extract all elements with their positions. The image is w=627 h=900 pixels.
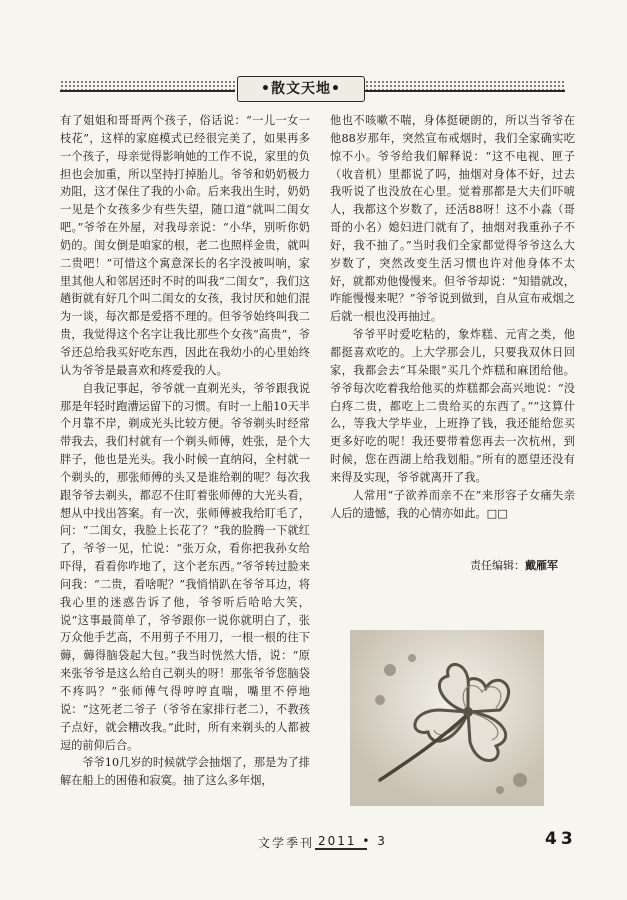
editor-credit — [470, 557, 558, 573]
editor-label: 责任编辑： — [470, 559, 525, 572]
editor-name: 戴雁军 — [525, 559, 558, 572]
section-title: •散文天地• — [237, 76, 365, 102]
paragraph: 爷爷10几岁的时候就学会抽烟了，那是为了排解在船上的困倦和寂寞。抽了这么多年烟， — [60, 756, 310, 788]
magazine-name: 文学季刊 — [258, 836, 315, 850]
paragraph: 人常用“子欲养而亲不在”来形容子女痛失亲人后的遗憾，我的心情亦如此。□□ — [330, 488, 575, 520]
header-dot-pattern-left — [60, 80, 235, 90]
header-rule-right — [365, 90, 565, 92]
right-column — [330, 112, 575, 522]
paragraph: 他也不咳嗽不喘，身体挺硬朗的，所以当爷爷在他88岁那年，突然宣布戒烟时，我们全家确实吃惊不小。爷爷给我们解释说：“这不电视、匣子（收音机）里都说了吗，抽烟对身体不好，过去我听说了也没放在心里。觉着那都是大夫们吓唬人，我都这个岁数了，还活88呀！这不小淼（哥哥的小名）媳妇进门就有了，抽烟对我重孙子不好，我不抽了。”当时我们全家都觉得爷爷这么大岁数了，突然改变生活习惯也许对他身体不太好，就都劝他慢慢来。但爷爷却说：“知错就改，咋能慢慢来呢？”爷爷说到做到，自从宣布戒烟之后就一根也没再抽过。 — [330, 114, 575, 324]
page-number: 43 — [545, 829, 577, 849]
footer-underline — [315, 848, 367, 850]
paragraph: 爷爷平时爱吃粘的，象炸糕、元宵之类，他都挺喜欢吃的。上大学那会儿，只要我双休日回家，我都会去“耳朵眼”买几个炸糕和麻团给他。爷爷每次吃着我给他买的炸糕都会高兴地说：“没白疼二贵，都吃上二贵给买的东西了。”“这算什么，等我大学毕业，上班挣了钱，我还能给您买更多好吃的呢！我还要带着您再去一次杭州，到时候，您在西湖上给我划船。”所有的愿望还没有来得及实现，爷爷就离开了我。 — [330, 328, 575, 484]
header-rule-left — [60, 90, 235, 92]
clover-heart-illustration — [350, 630, 544, 806]
paragraph: 有了姐姐和哥哥两个孩子，俗话说：“一儿一女一枝花”，这样的家庭模式已经很完美了，如果再多一个孩子，母亲觉得影响她的工作不说，家里的负担也会加重，所以坚持打掉胎儿。爷爷和奶奶极力劝阻，这才保住了我的小命。后来我出生时，奶奶一见是个女孩多少有些失望，随口道“就叫二闺女吧。”爷爷在外屋，对我母亲说：“小华，别听你奶奶的。闺女倒是咱家的根，老二也照样金贵，就叫二贵吧！”可惜这个寓意深长的名字没被叫响，家里其他人和邻居还时不时的叫我“二闺女”，我们这趟街就有好几个叫二闺女的女孩，我讨厌和她们混为一谈，每次都是爱搭不理的。但爷爷始终叫我二贵，我觉得这个名字让我比那些个女孩“高贵”，爷爷还总给我买好吃东西，因此在我幼小的心里始终认为爷爷是最喜欢和疼爱我的人。 — [60, 114, 310, 377]
issue-number: 2011 • 3 — [318, 834, 387, 848]
left-column — [60, 112, 310, 790]
paragraph: 自我记事起，爷爷就一直剃光头，爷爷跟我说那是年轻时跑漕运留下的习惯。有时一上船10天半个月靠不岸，剃成光头比较方便。爷爷剃头时经常带我去，我们村就有一个剃头师傅，姓张，是个大胖子，他也是光头。我小时候一直纳闷，全村就一个剃头的，那张师傅的头又是谁给剃的呢？每次我跟爷爷去剃头，都忍不住盯着张师傅的大光头看，想从中找出答案。有一次，张师傅被我给盯毛了，问：“二闺女，我脸上长花了？”我的脸腾一下就红了，爷爷一见，忙说：“张万众，看你把我孙女给吓得，看看你咋地了，这个老东西。”爷爷转过脸来问我：“二贵，看啥呢？”我悄悄趴在爷爷耳边，将我心里的迷惑告诉了他，爷爷听后哈哈大笑，说“这事最简单了，爷爷跟你一说你就明白了，张万众他手艺高，不用剪子不用刀，一根一根的往下薅，薅得脑袋起大包。”我当时恍然大悟，说：“原来张爷爷是这么给自己剃头的呀！那张爷爷您脑袋不疼吗？”张师傅气得哼哼直喘，嘴里不停地说：“这死老二爷子（爷爷在家排行老二），不教孩子点好，就会糟改我。”此时，所有来剃头的人都被逗的前仰后合。 — [60, 381, 310, 752]
header-dot-pattern-right — [365, 80, 565, 90]
